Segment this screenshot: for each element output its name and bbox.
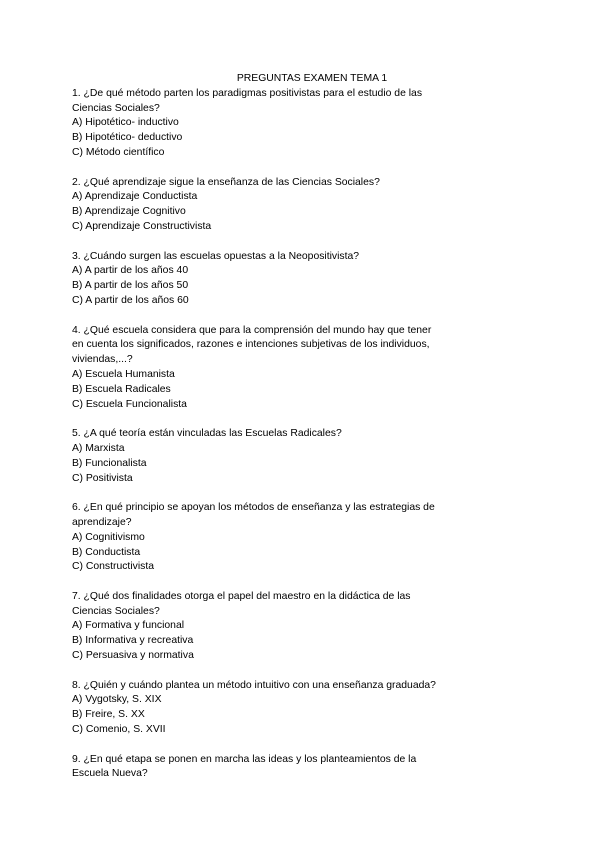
question-text: aprendizaje?: [72, 516, 132, 528]
answer-option: A) Vygotsky, S. XIX: [72, 694, 162, 706]
question-block: [72, 87, 542, 161]
answer-option: C) A partir de los años 60: [72, 294, 189, 306]
question-text: 6. ¿En qué principio se apoyan los métodos de enseñanza y las estrategias de: [72, 502, 435, 514]
answer-option: A) Escuela Humanista: [72, 368, 175, 380]
answer-option: A) A partir de los años 40: [72, 265, 189, 277]
question-block: [72, 753, 542, 783]
answer-option: A) Hipotético- inductivo: [72, 117, 179, 129]
question-text: 3. ¿Cuándo surgen las escuelas opuestas a la Neopositivista?: [72, 250, 360, 262]
answer-option: B) Informativa y recreativa: [72, 635, 194, 647]
answer-option: B) Aprendizaje Cognitivo: [72, 206, 186, 218]
question-text: 8. ¿Quién y cuándo plantea un método intuitivo con una enseñanza graduada?: [72, 679, 436, 691]
answer-option: B) Hipotético- deductivo: [72, 132, 183, 144]
answer-option: C) Escuela Funcionalista: [72, 398, 187, 410]
answer-option: B) Freire, S. XX: [72, 709, 145, 721]
answer-option: A) Cognitivismo: [72, 531, 145, 543]
question-block: [72, 250, 542, 309]
question-text: 4. ¿Qué escuela considera que para la comprensión del mundo hay que tener: [72, 324, 432, 336]
answer-option: C) Método científico: [72, 146, 165, 158]
question-block: [72, 324, 542, 413]
question-text: 1. ¿De qué método parten los paradigmas positivistas para el estudio de las: [72, 87, 423, 99]
question-text: viviendas,...?: [72, 354, 133, 366]
question-text: 9. ¿En qué etapa se ponen en marcha las ideas y los planteamientos de la: [72, 753, 417, 765]
question-list: [72, 87, 542, 782]
question-text: Escuela Nueva?: [72, 768, 148, 780]
question-block: [72, 501, 542, 575]
question-block: [72, 176, 542, 235]
answer-option: C) Positivista: [72, 472, 133, 484]
question-text: en cuenta los significados, razones e intenciones subjetivas de los individuos,: [72, 339, 430, 351]
answer-option: C) Constructivista: [72, 561, 154, 573]
question-text: Ciencias Sociales?: [72, 605, 160, 617]
document-page: [72, 72, 542, 797]
question-text: 7. ¿Qué dos finalidades otorga el papel del maestro en la didáctica de las: [72, 590, 411, 602]
answer-option: B) Escuela Radicales: [72, 383, 171, 395]
question-block: [72, 427, 542, 486]
answer-option: C) Comenio, S. XVII: [72, 724, 166, 736]
question-text: 2. ¿Qué aprendizaje sigue la enseñanza de las Ciencias Sociales?: [72, 176, 380, 188]
answer-option: C) Persuasiva y normativa: [72, 650, 194, 662]
answer-option: B) A partir de los años 50: [72, 280, 189, 292]
question-text: Ciencias Sociales?: [72, 102, 160, 114]
document-title: PREGUNTAS EXAMEN TEMA 1: [236, 73, 388, 84]
question-block: [72, 679, 542, 738]
answer-option: B) Funcionalista: [72, 457, 147, 469]
answer-option: A) Aprendizaje Conductista: [72, 191, 198, 203]
question-text: 5. ¿A qué teoría están vinculadas las Escuelas Radicales?: [72, 428, 342, 440]
answer-option: C) Aprendizaje Constructivista: [72, 220, 212, 232]
answer-option: A) Marxista: [72, 442, 125, 454]
answer-option: A) Formativa y funcional: [72, 620, 185, 632]
question-block: [72, 590, 542, 664]
answer-option: B) Conductista: [72, 546, 141, 558]
